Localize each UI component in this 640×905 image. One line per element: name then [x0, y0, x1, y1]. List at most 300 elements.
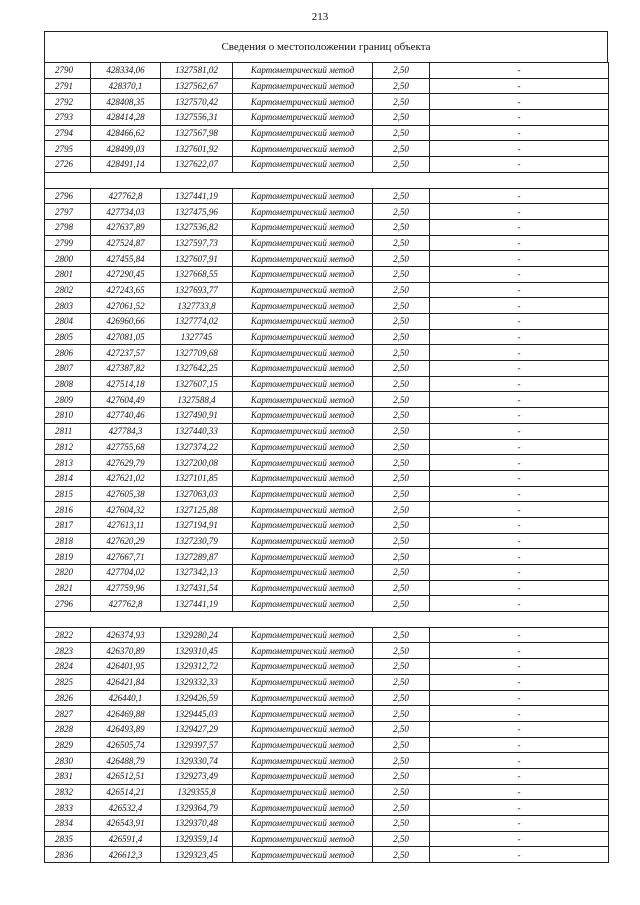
coord-x-cell: 427734,03 [91, 204, 161, 220]
coord-x-cell: 426612,3 [91, 847, 161, 863]
boundary-table-container [44, 31, 608, 863]
method-cell: Картометрический метод [233, 345, 373, 361]
coord-y-cell: 1327230,79 [161, 533, 233, 549]
coord-y-cell: 1327774,02 [161, 314, 233, 330]
coord-y-cell: 1327556,31 [161, 110, 233, 126]
coord-y-cell: 1327607,91 [161, 251, 233, 267]
table-row [45, 721, 609, 737]
accuracy-cell: 2,50 [373, 188, 430, 204]
method-cell: Картометрический метод [233, 768, 373, 784]
table-row [45, 674, 609, 690]
description-cell: - [430, 376, 609, 392]
description-cell: - [430, 737, 609, 753]
point-number-cell: 2836 [45, 847, 91, 863]
coord-x-cell: 428370,1 [91, 78, 161, 94]
accuracy-cell: 2,50 [373, 376, 430, 392]
point-number-cell: 2805 [45, 329, 91, 345]
coord-y-cell: 1327597,73 [161, 235, 233, 251]
coord-x-cell: 427455,84 [91, 251, 161, 267]
description-cell: - [430, 831, 609, 847]
coord-y-cell: 1327562,67 [161, 78, 233, 94]
point-number-cell: 2796 [45, 188, 91, 204]
coord-x-cell: 426401,95 [91, 659, 161, 675]
boundary-table [44, 62, 609, 863]
method-cell: Картометрический метод [233, 721, 373, 737]
method-cell: Картометрический метод [233, 533, 373, 549]
table-row [45, 345, 609, 361]
method-cell: Картометрический метод [233, 361, 373, 377]
accuracy-cell: 2,50 [373, 63, 430, 79]
method-cell: Картометрический метод [233, 674, 373, 690]
coord-x-cell: 427704,02 [91, 565, 161, 581]
description-cell: - [430, 219, 609, 235]
table-row [45, 533, 609, 549]
point-number-cell: 2826 [45, 690, 91, 706]
table-row [45, 439, 609, 455]
method-cell: Картометрический метод [233, 659, 373, 675]
coord-y-cell: 1327642,25 [161, 361, 233, 377]
description-cell: - [430, 580, 609, 596]
point-number-cell: 2819 [45, 549, 91, 565]
coord-x-cell: 427759,96 [91, 580, 161, 596]
coord-x-cell: 428499,03 [91, 141, 161, 157]
coord-y-cell: 1327709,68 [161, 345, 233, 361]
table-row [45, 517, 609, 533]
description-cell: - [430, 470, 609, 486]
accuracy-cell: 2,50 [373, 674, 430, 690]
coord-x-cell: 427061,52 [91, 298, 161, 314]
method-cell: Картометрический метод [233, 78, 373, 94]
point-number-cell: 2793 [45, 110, 91, 126]
accuracy-cell: 2,50 [373, 721, 430, 737]
point-number-cell: 2811 [45, 423, 91, 439]
accuracy-cell: 2,50 [373, 596, 430, 612]
coord-x-cell: 426469,88 [91, 706, 161, 722]
table-row [45, 188, 609, 204]
coord-y-cell: 1329370,48 [161, 816, 233, 832]
coord-y-cell: 1327289,87 [161, 549, 233, 565]
description-cell: - [430, 517, 609, 533]
table-row [45, 125, 609, 141]
description-cell: - [430, 282, 609, 298]
point-number-cell: 2817 [45, 517, 91, 533]
coord-y-cell: 1327567,98 [161, 125, 233, 141]
coord-y-cell: 1329312,72 [161, 659, 233, 675]
table-row [45, 753, 609, 769]
coord-y-cell: 1327601,92 [161, 141, 233, 157]
description-cell: - [430, 706, 609, 722]
point-number-cell: 2832 [45, 784, 91, 800]
table-row [45, 486, 609, 502]
coord-x-cell: 426514,21 [91, 784, 161, 800]
coord-x-cell: 427237,57 [91, 345, 161, 361]
point-number-cell: 2798 [45, 219, 91, 235]
description-cell: - [430, 533, 609, 549]
method-cell: Картометрический метод [233, 376, 373, 392]
coord-y-cell: 1327693,77 [161, 282, 233, 298]
method-cell: Картометрический метод [233, 800, 373, 816]
accuracy-cell: 2,50 [373, 847, 430, 863]
accuracy-cell: 2,50 [373, 94, 430, 110]
point-number-cell: 2813 [45, 455, 91, 471]
table-row [45, 596, 609, 612]
accuracy-cell: 2,50 [373, 737, 430, 753]
accuracy-cell: 2,50 [373, 125, 430, 141]
coord-x-cell: 427604,32 [91, 502, 161, 518]
coord-x-cell: 426532,4 [91, 800, 161, 816]
table-row [45, 94, 609, 110]
accuracy-cell: 2,50 [373, 266, 430, 282]
method-cell: Картометрический метод [233, 94, 373, 110]
table-row [45, 361, 609, 377]
method-cell: Картометрический метод [233, 580, 373, 596]
group-separator-row [45, 612, 609, 628]
coord-y-cell: 1327588,4 [161, 392, 233, 408]
table-row [45, 408, 609, 424]
method-cell: Картометрический метод [233, 157, 373, 173]
method-cell: Картометрический метод [233, 784, 373, 800]
coord-x-cell: 426591,4 [91, 831, 161, 847]
coord-x-cell: 428408,35 [91, 94, 161, 110]
coord-y-cell: 1327374,22 [161, 439, 233, 455]
coord-x-cell: 427243,65 [91, 282, 161, 298]
method-cell: Картометрический метод [233, 204, 373, 220]
accuracy-cell: 2,50 [373, 204, 430, 220]
coord-x-cell: 427524,87 [91, 235, 161, 251]
table-row [45, 63, 609, 79]
point-number-cell: 2804 [45, 314, 91, 330]
coord-x-cell: 426493,89 [91, 721, 161, 737]
coord-x-cell: 426543,91 [91, 816, 161, 832]
table-row [45, 423, 609, 439]
coord-y-cell: 1329427,29 [161, 721, 233, 737]
coord-x-cell: 428334,06 [91, 63, 161, 79]
method-cell: Картометрический метод [233, 627, 373, 643]
method-cell: Картометрический метод [233, 141, 373, 157]
coord-x-cell: 427514,18 [91, 376, 161, 392]
table-row [45, 392, 609, 408]
description-cell: - [430, 784, 609, 800]
coord-y-cell: 1329397,57 [161, 737, 233, 753]
coord-x-cell: 427637,89 [91, 219, 161, 235]
point-number-cell: 2726 [45, 157, 91, 173]
coord-y-cell: 1327101,85 [161, 470, 233, 486]
accuracy-cell: 2,50 [373, 110, 430, 126]
table-row [45, 314, 609, 330]
description-cell: - [430, 502, 609, 518]
point-number-cell: 2796 [45, 596, 91, 612]
point-number-cell: 2802 [45, 282, 91, 298]
method-cell: Картометрический метод [233, 125, 373, 141]
accuracy-cell: 2,50 [373, 706, 430, 722]
point-number-cell: 2823 [45, 643, 91, 659]
coord-y-cell: 1329332,33 [161, 674, 233, 690]
accuracy-cell: 2,50 [373, 235, 430, 251]
coord-y-cell: 1329355,8 [161, 784, 233, 800]
description-cell: - [430, 455, 609, 471]
method-cell: Картометрический метод [233, 188, 373, 204]
accuracy-cell: 2,50 [373, 392, 430, 408]
method-cell: Картометрический метод [233, 517, 373, 533]
accuracy-cell: 2,50 [373, 627, 430, 643]
table-row [45, 643, 609, 659]
coord-y-cell: 1329364,79 [161, 800, 233, 816]
accuracy-cell: 2,50 [373, 565, 430, 581]
description-cell: - [430, 439, 609, 455]
method-cell: Картометрический метод [233, 329, 373, 345]
point-number-cell: 2818 [45, 533, 91, 549]
coord-y-cell: 1327441,19 [161, 188, 233, 204]
point-number-cell: 2814 [45, 470, 91, 486]
coord-x-cell: 426488,79 [91, 753, 161, 769]
coord-y-cell: 1327570,42 [161, 94, 233, 110]
method-cell: Картометрический метод [233, 455, 373, 471]
coord-x-cell: 426370,89 [91, 643, 161, 659]
coord-x-cell: 427081,05 [91, 329, 161, 345]
accuracy-cell: 2,50 [373, 455, 430, 471]
description-cell: - [430, 721, 609, 737]
description-cell: - [430, 110, 609, 126]
point-number-cell: 2810 [45, 408, 91, 424]
accuracy-cell: 2,50 [373, 768, 430, 784]
accuracy-cell: 2,50 [373, 753, 430, 769]
method-cell: Картометрический метод [233, 549, 373, 565]
description-cell: - [430, 204, 609, 220]
method-cell: Картометрический метод [233, 439, 373, 455]
method-cell: Картометрический метод [233, 298, 373, 314]
description-cell: - [430, 345, 609, 361]
accuracy-cell: 2,50 [373, 486, 430, 502]
accuracy-cell: 2,50 [373, 361, 430, 377]
coord-x-cell: 428466,62 [91, 125, 161, 141]
table-row [45, 298, 609, 314]
description-cell: - [430, 690, 609, 706]
table-row [45, 502, 609, 518]
coord-y-cell: 1327063,03 [161, 486, 233, 502]
accuracy-cell: 2,50 [373, 423, 430, 439]
accuracy-cell: 2,50 [373, 78, 430, 94]
description-cell: - [430, 423, 609, 439]
point-number-cell: 2834 [45, 816, 91, 832]
coord-x-cell: 427620,29 [91, 533, 161, 549]
coord-y-cell: 1327194,91 [161, 517, 233, 533]
accuracy-cell: 2,50 [373, 251, 430, 267]
coord-y-cell: 1329445,03 [161, 706, 233, 722]
point-number-cell: 2816 [45, 502, 91, 518]
separator-cell [45, 612, 609, 628]
table-row [45, 831, 609, 847]
point-number-cell: 2799 [45, 235, 91, 251]
method-cell: Картометрический метод [233, 63, 373, 79]
description-cell: - [430, 549, 609, 565]
method-cell: Картометрический метод [233, 110, 373, 126]
method-cell: Картометрический метод [233, 816, 373, 832]
point-number-cell: 2790 [45, 63, 91, 79]
description-cell: - [430, 78, 609, 94]
method-cell: Картометрический метод [233, 314, 373, 330]
coord-x-cell: 426421,84 [91, 674, 161, 690]
table-row [45, 157, 609, 173]
description-cell: - [430, 408, 609, 424]
accuracy-cell: 2,50 [373, 784, 430, 800]
accuracy-cell: 2,50 [373, 549, 430, 565]
coord-x-cell: 427755,68 [91, 439, 161, 455]
coord-x-cell: 428414,28 [91, 110, 161, 126]
table-row [45, 690, 609, 706]
table-row [45, 266, 609, 282]
accuracy-cell: 2,50 [373, 408, 430, 424]
table-row [45, 110, 609, 126]
point-number-cell: 2815 [45, 486, 91, 502]
description-cell: - [430, 251, 609, 267]
description-cell: - [430, 125, 609, 141]
method-cell: Картометрический метод [233, 706, 373, 722]
coord-x-cell: 427762,8 [91, 596, 161, 612]
description-cell: - [430, 157, 609, 173]
table-row [45, 219, 609, 235]
coord-y-cell: 1329280,24 [161, 627, 233, 643]
description-cell: - [430, 314, 609, 330]
table-row [45, 376, 609, 392]
method-cell: Картометрический метод [233, 737, 373, 753]
coord-x-cell: 427621,02 [91, 470, 161, 486]
method-cell: Картометрический метод [233, 470, 373, 486]
coord-x-cell: 427629,79 [91, 455, 161, 471]
coord-y-cell: 1327342,13 [161, 565, 233, 581]
table-row [45, 470, 609, 486]
point-number-cell: 2797 [45, 204, 91, 220]
point-number-cell: 2791 [45, 78, 91, 94]
coord-x-cell: 427762,8 [91, 188, 161, 204]
accuracy-cell: 2,50 [373, 800, 430, 816]
description-cell: - [430, 361, 609, 377]
method-cell: Картометрический метод [233, 266, 373, 282]
point-number-cell: 2829 [45, 737, 91, 753]
coord-x-cell: 426374,93 [91, 627, 161, 643]
coord-x-cell: 426440,1 [91, 690, 161, 706]
description-cell: - [430, 643, 609, 659]
description-cell: - [430, 674, 609, 690]
description-cell: - [430, 188, 609, 204]
page-number: 213 [311, 11, 329, 23]
accuracy-cell: 2,50 [373, 282, 430, 298]
coord-y-cell: 1327668,55 [161, 266, 233, 282]
method-cell: Картометрический метод [233, 753, 373, 769]
table-body [45, 63, 609, 863]
method-cell: Картометрический метод [233, 235, 373, 251]
coord-y-cell: 1327441,19 [161, 596, 233, 612]
point-number-cell: 2822 [45, 627, 91, 643]
table-row [45, 251, 609, 267]
point-number-cell: 2835 [45, 831, 91, 847]
table-row [45, 847, 609, 863]
method-cell: Картометрический метод [233, 251, 373, 267]
accuracy-cell: 2,50 [373, 643, 430, 659]
accuracy-cell: 2,50 [373, 345, 430, 361]
coord-x-cell: 427613,11 [91, 517, 161, 533]
table-row [45, 737, 609, 753]
coord-x-cell: 427740,46 [91, 408, 161, 424]
method-cell: Картометрический метод [233, 831, 373, 847]
coord-x-cell: 426512,51 [91, 768, 161, 784]
coord-y-cell: 1327745 [161, 329, 233, 345]
coord-y-cell: 1329359,14 [161, 831, 233, 847]
point-number-cell: 2812 [45, 439, 91, 455]
coord-x-cell: 426960,66 [91, 314, 161, 330]
accuracy-cell: 2,50 [373, 580, 430, 596]
table-row [45, 282, 609, 298]
accuracy-cell: 2,50 [373, 157, 430, 173]
description-cell: - [430, 298, 609, 314]
coord-y-cell: 1329323,45 [161, 847, 233, 863]
table-row [45, 455, 609, 471]
coord-y-cell: 1327200,08 [161, 455, 233, 471]
table-row [45, 204, 609, 220]
coord-y-cell: 1329330,74 [161, 753, 233, 769]
table-row [45, 784, 609, 800]
table-row [45, 816, 609, 832]
accuracy-cell: 2,50 [373, 314, 430, 330]
point-number-cell: 2833 [45, 800, 91, 816]
point-number-cell: 2801 [45, 266, 91, 282]
coord-x-cell: 426505,74 [91, 737, 161, 753]
accuracy-cell: 2,50 [373, 298, 430, 314]
coord-y-cell: 1327431,54 [161, 580, 233, 596]
point-number-cell: 2825 [45, 674, 91, 690]
table-row [45, 800, 609, 816]
point-number-cell: 2830 [45, 753, 91, 769]
description-cell: - [430, 800, 609, 816]
method-cell: Картометрический метод [233, 643, 373, 659]
description-cell: - [430, 753, 609, 769]
coord-y-cell: 1327490,91 [161, 408, 233, 424]
accuracy-cell: 2,50 [373, 517, 430, 533]
accuracy-cell: 2,50 [373, 329, 430, 345]
accuracy-cell: 2,50 [373, 470, 430, 486]
point-number-cell: 2828 [45, 721, 91, 737]
accuracy-cell: 2,50 [373, 533, 430, 549]
accuracy-cell: 2,50 [373, 502, 430, 518]
coord-y-cell: 1327475,96 [161, 204, 233, 220]
method-cell: Картометрический метод [233, 219, 373, 235]
group-separator-row [45, 172, 609, 188]
description-cell: - [430, 266, 609, 282]
coord-y-cell: 1327733,8 [161, 298, 233, 314]
method-cell: Картометрический метод [233, 565, 373, 581]
point-number-cell: 2808 [45, 376, 91, 392]
coord-y-cell: 1327581,02 [161, 63, 233, 79]
point-number-cell: 2795 [45, 141, 91, 157]
point-number-cell: 2794 [45, 125, 91, 141]
method-cell: Картометрический метод [233, 486, 373, 502]
coord-x-cell: 427290,45 [91, 266, 161, 282]
method-cell: Картометрический метод [233, 282, 373, 298]
method-cell: Картометрический метод [233, 392, 373, 408]
table-row [45, 706, 609, 722]
coord-x-cell: 427605,38 [91, 486, 161, 502]
coord-y-cell: 1329273,49 [161, 768, 233, 784]
coord-y-cell: 1329426,59 [161, 690, 233, 706]
table-row [45, 768, 609, 784]
description-cell: - [430, 659, 609, 675]
coord-x-cell: 427387,82 [91, 361, 161, 377]
coord-y-cell: 1327125,88 [161, 502, 233, 518]
description-cell: - [430, 565, 609, 581]
coord-x-cell: 427604,49 [91, 392, 161, 408]
accuracy-cell: 2,50 [373, 831, 430, 847]
point-number-cell: 2824 [45, 659, 91, 675]
description-cell: - [430, 329, 609, 345]
